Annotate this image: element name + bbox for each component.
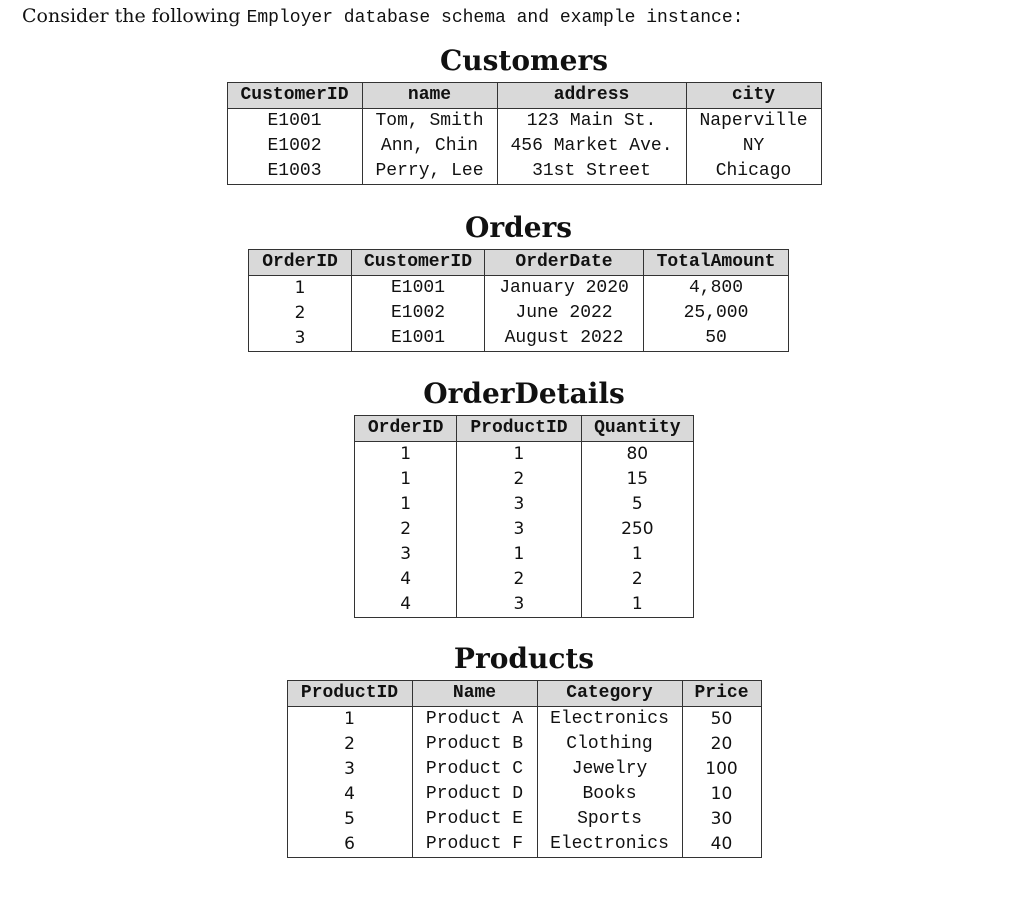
intro-text (22, 4, 743, 30)
table-cell: E1003 (227, 159, 362, 185)
table-cell: 20 (682, 732, 761, 757)
table-cell: Tom, Smith (362, 109, 497, 135)
intro-prefix: Consider the following (22, 5, 247, 27)
table-row (287, 707, 761, 733)
orders-section (248, 211, 789, 352)
table-cell: 15 (581, 467, 693, 492)
table-cell: 3 (249, 326, 352, 352)
table-cell: 456 Market Ave. (497, 134, 686, 159)
table-cell: 3 (457, 592, 581, 618)
column-header: ProductID (457, 416, 581, 442)
column-header: ProductID (287, 681, 412, 707)
table-cell: Product D (412, 782, 537, 807)
column-header: CustomerID (352, 250, 485, 276)
table-row (355, 542, 694, 567)
table-cell: August 2022 (485, 326, 644, 352)
table-cell: Electronics (537, 707, 682, 733)
table-cell: 40 (682, 832, 761, 858)
products-table (287, 680, 762, 858)
column-header: OrderDate (485, 250, 644, 276)
column-header: Category (537, 681, 682, 707)
table-row (227, 159, 821, 185)
products-section (286, 642, 762, 858)
orderdetails-section (354, 377, 694, 618)
table-cell: Books (537, 782, 682, 807)
table-cell: 50 (644, 326, 789, 352)
table-row (287, 832, 761, 858)
intro-suffix: database schema and example instance: (333, 8, 744, 28)
table-row (355, 592, 694, 618)
table-cell: 4 (287, 782, 412, 807)
table-cell: Product C (412, 757, 537, 782)
table-cell: January 2020 (485, 276, 644, 302)
table-cell: E1001 (227, 109, 362, 135)
table-cell: 250 (581, 517, 693, 542)
table-cell: 25,000 (644, 301, 789, 326)
table-row (227, 134, 821, 159)
table-cell: Product E (412, 807, 537, 832)
table-cell: Jewelry (537, 757, 682, 782)
column-header: name (362, 83, 497, 109)
table-cell: 2 (581, 567, 693, 592)
table-cell: E1001 (352, 276, 485, 302)
table-header-row (287, 681, 761, 707)
table-cell: 2 (457, 467, 581, 492)
customers-table (227, 82, 822, 185)
table-cell: Perry, Lee (362, 159, 497, 185)
table-header-row (249, 250, 789, 276)
orders-table (248, 249, 789, 352)
table-cell: 1 (457, 442, 581, 468)
table-cell: 1 (287, 707, 412, 733)
table-cell: 6 (287, 832, 412, 858)
table-cell: E1002 (352, 301, 485, 326)
table-cell: 1 (581, 542, 693, 567)
table-cell: E1001 (352, 326, 485, 352)
column-header: TotalAmount (644, 250, 789, 276)
table-cell: 1 (249, 276, 352, 302)
table-cell: 3 (457, 492, 581, 517)
table-cell: 10 (682, 782, 761, 807)
table-cell: 2 (355, 517, 457, 542)
table-row (227, 109, 821, 135)
table-cell: Naperville (686, 109, 821, 135)
table-cell: NY (686, 134, 821, 159)
column-header: OrderID (249, 250, 352, 276)
column-header: Name (412, 681, 537, 707)
intro-schema-name: Employer (246, 8, 333, 28)
table-cell: 123 Main St. (497, 109, 686, 135)
table-row (249, 326, 789, 352)
table-cell: Clothing (537, 732, 682, 757)
table-cell: 4,800 (644, 276, 789, 302)
orderdetails-title: OrderDetails (423, 377, 625, 410)
table-cell: 80 (581, 442, 693, 468)
table-row (287, 782, 761, 807)
table-row (287, 807, 761, 832)
table-cell: Product F (412, 832, 537, 858)
table-cell: 1 (355, 442, 457, 468)
table-row (355, 567, 694, 592)
column-header: Quantity (581, 416, 693, 442)
table-cell: 5 (287, 807, 412, 832)
customers-title: Customers (440, 44, 608, 77)
column-header: city (686, 83, 821, 109)
table-cell: Electronics (537, 832, 682, 858)
column-header: Price (682, 681, 761, 707)
table-cell: 5 (581, 492, 693, 517)
table-cell: 2 (287, 732, 412, 757)
table-cell: 4 (355, 592, 457, 618)
table-cell: 3 (287, 757, 412, 782)
table-cell: 3 (457, 517, 581, 542)
table-row (355, 517, 694, 542)
orderdetails-table (354, 415, 694, 618)
table-cell: 1 (355, 467, 457, 492)
table-row (249, 276, 789, 302)
table-cell: 2 (457, 567, 581, 592)
products-title: Products (453, 642, 595, 675)
column-header: CustomerID (227, 83, 362, 109)
customers-section (226, 44, 822, 185)
column-header: OrderID (355, 416, 457, 442)
table-row (287, 757, 761, 782)
table-cell: 1 (457, 542, 581, 567)
table-header-row (227, 83, 821, 109)
table-cell: 1 (355, 492, 457, 517)
table-cell: 1 (581, 592, 693, 618)
table-cell: Product A (412, 707, 537, 733)
table-row (355, 442, 694, 468)
table-row (287, 732, 761, 757)
table-row (249, 301, 789, 326)
table-cell: 2 (249, 301, 352, 326)
table-row (355, 492, 694, 517)
table-cell: 100 (682, 757, 761, 782)
table-cell: Sports (537, 807, 682, 832)
column-header: address (497, 83, 686, 109)
table-cell: June 2022 (485, 301, 644, 326)
table-cell: 3 (355, 542, 457, 567)
table-cell: Chicago (686, 159, 821, 185)
table-cell: E1002 (227, 134, 362, 159)
table-cell: Ann, Chin (362, 134, 497, 159)
table-cell: Product B (412, 732, 537, 757)
table-cell: 30 (682, 807, 761, 832)
table-header-row (355, 416, 694, 442)
table-cell: 31st Street (497, 159, 686, 185)
table-cell: 4 (355, 567, 457, 592)
table-row (355, 467, 694, 492)
orders-title: Orders (464, 211, 573, 244)
table-cell: 50 (682, 707, 761, 733)
